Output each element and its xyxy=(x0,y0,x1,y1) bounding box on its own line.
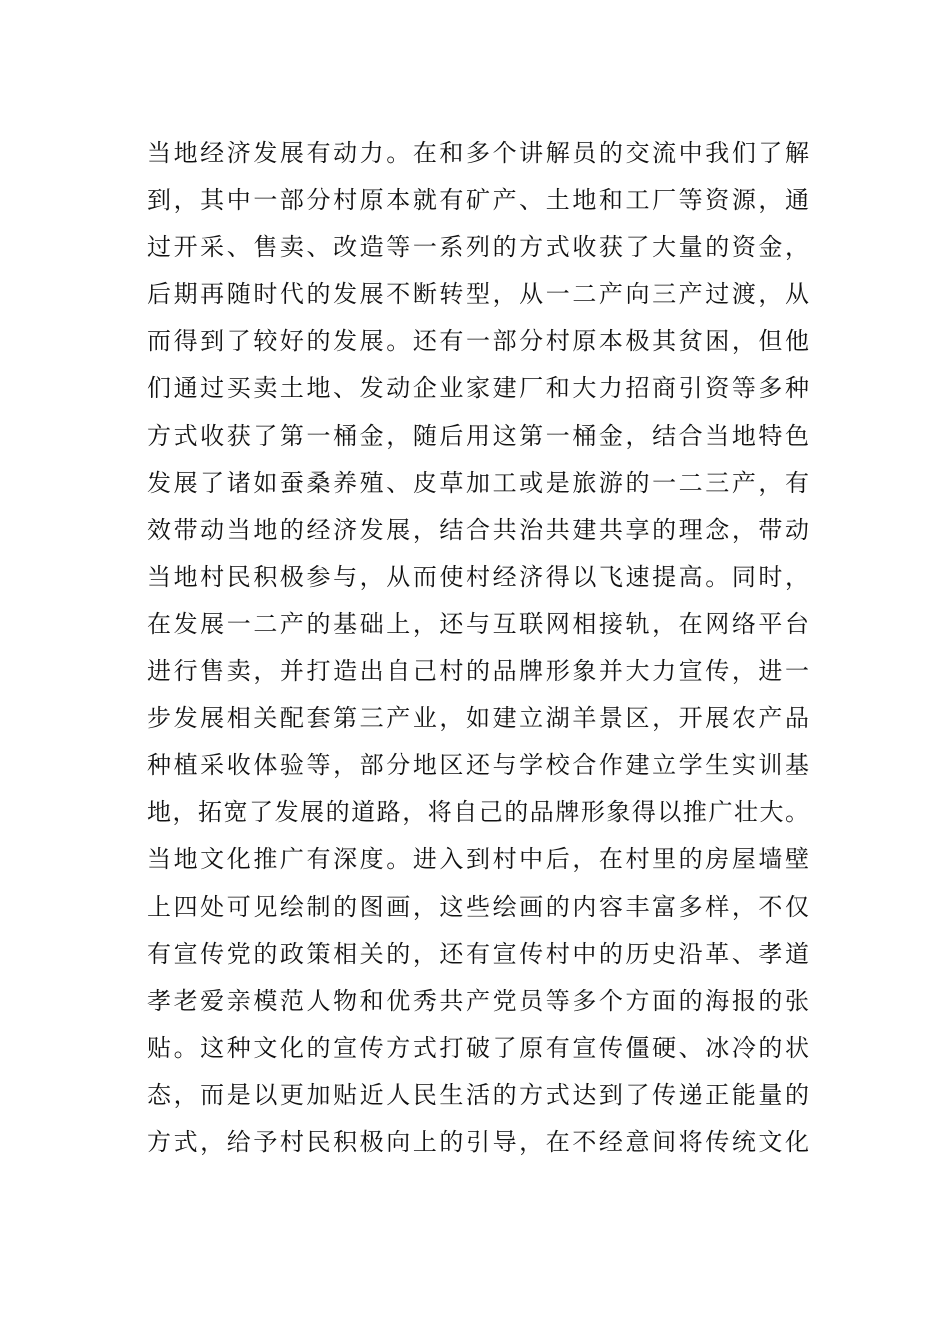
body-text xyxy=(147,130,809,1166)
text-line: 有宣传党的政策相关的，还有宣传村中的历史沿革、孝道 xyxy=(147,939,809,968)
text-line: 方式，给予村民积极向上的引导，在不经意间将传统文化 xyxy=(147,1127,809,1156)
text-line: 上四处可见绘制的图画，这些绘画的内容丰富多样，不仅 xyxy=(147,892,809,921)
text-line: 方式收获了第一桶金，随后用这第一桶金，结合当地特色 xyxy=(147,421,809,450)
text-line: 进行售卖，并打造出自己村的品牌形象并大力宣传，进一 xyxy=(147,657,809,686)
text-line: 而得到了较好的发展。还有一部分村原本极其贫困，但他 xyxy=(147,327,809,356)
text-line: 发展了诸如蚕桑养殖、皮草加工或是旅游的一二三产，有 xyxy=(147,468,809,497)
text-line: 贴。这种文化的宣传方式打破了原有宣传僵硬、冰冷的状 xyxy=(147,1033,809,1062)
text-line: 当地经济发展有动力。在和多个讲解员的交流中我们了解 xyxy=(147,139,809,167)
text-line: 地，拓宽了发展的道路，将自己的品牌形象得以推广壮大。 xyxy=(147,798,809,827)
text-line: 当地村民积极参与，从而使村经济得以飞速提高。同时， xyxy=(147,562,809,591)
text-line: 态，而是以更加贴近人民生活的方式达到了传递正能量的 xyxy=(147,1080,809,1109)
text-line: 效带动当地的经济发展，结合共治共建共享的理念，带动 xyxy=(147,515,809,544)
text-line: 到，其中一部分村原本就有矿产、土地和工厂等资源，通 xyxy=(147,186,809,215)
text-line: 后期再随时代的发展不断转型，从一二产向三产过渡，从 xyxy=(147,280,809,309)
text-line: 步发展相关配套第三产业，如建立湖羊景区，开展农产品 xyxy=(147,704,809,733)
text-line: 过开采、售卖、改造等一系列的方式收获了大量的资金， xyxy=(147,233,809,262)
text-line: 当地文化推广有深度。进入到村中后，在村里的房屋墙壁 xyxy=(147,845,809,874)
text-line: 在发展一二产的基础上，还与互联网相接轨，在网络平台 xyxy=(147,609,809,638)
text-line: 孝老爱亲模范人物和优秀共产党员等多个方面的海报的张 xyxy=(147,986,809,1015)
text-line: 们通过买卖土地、发动企业家建厂和大力招商引资等多种 xyxy=(147,374,809,403)
text-line: 种植采收体验等，部分地区还与学校合作建立学生实训基 xyxy=(147,751,809,780)
